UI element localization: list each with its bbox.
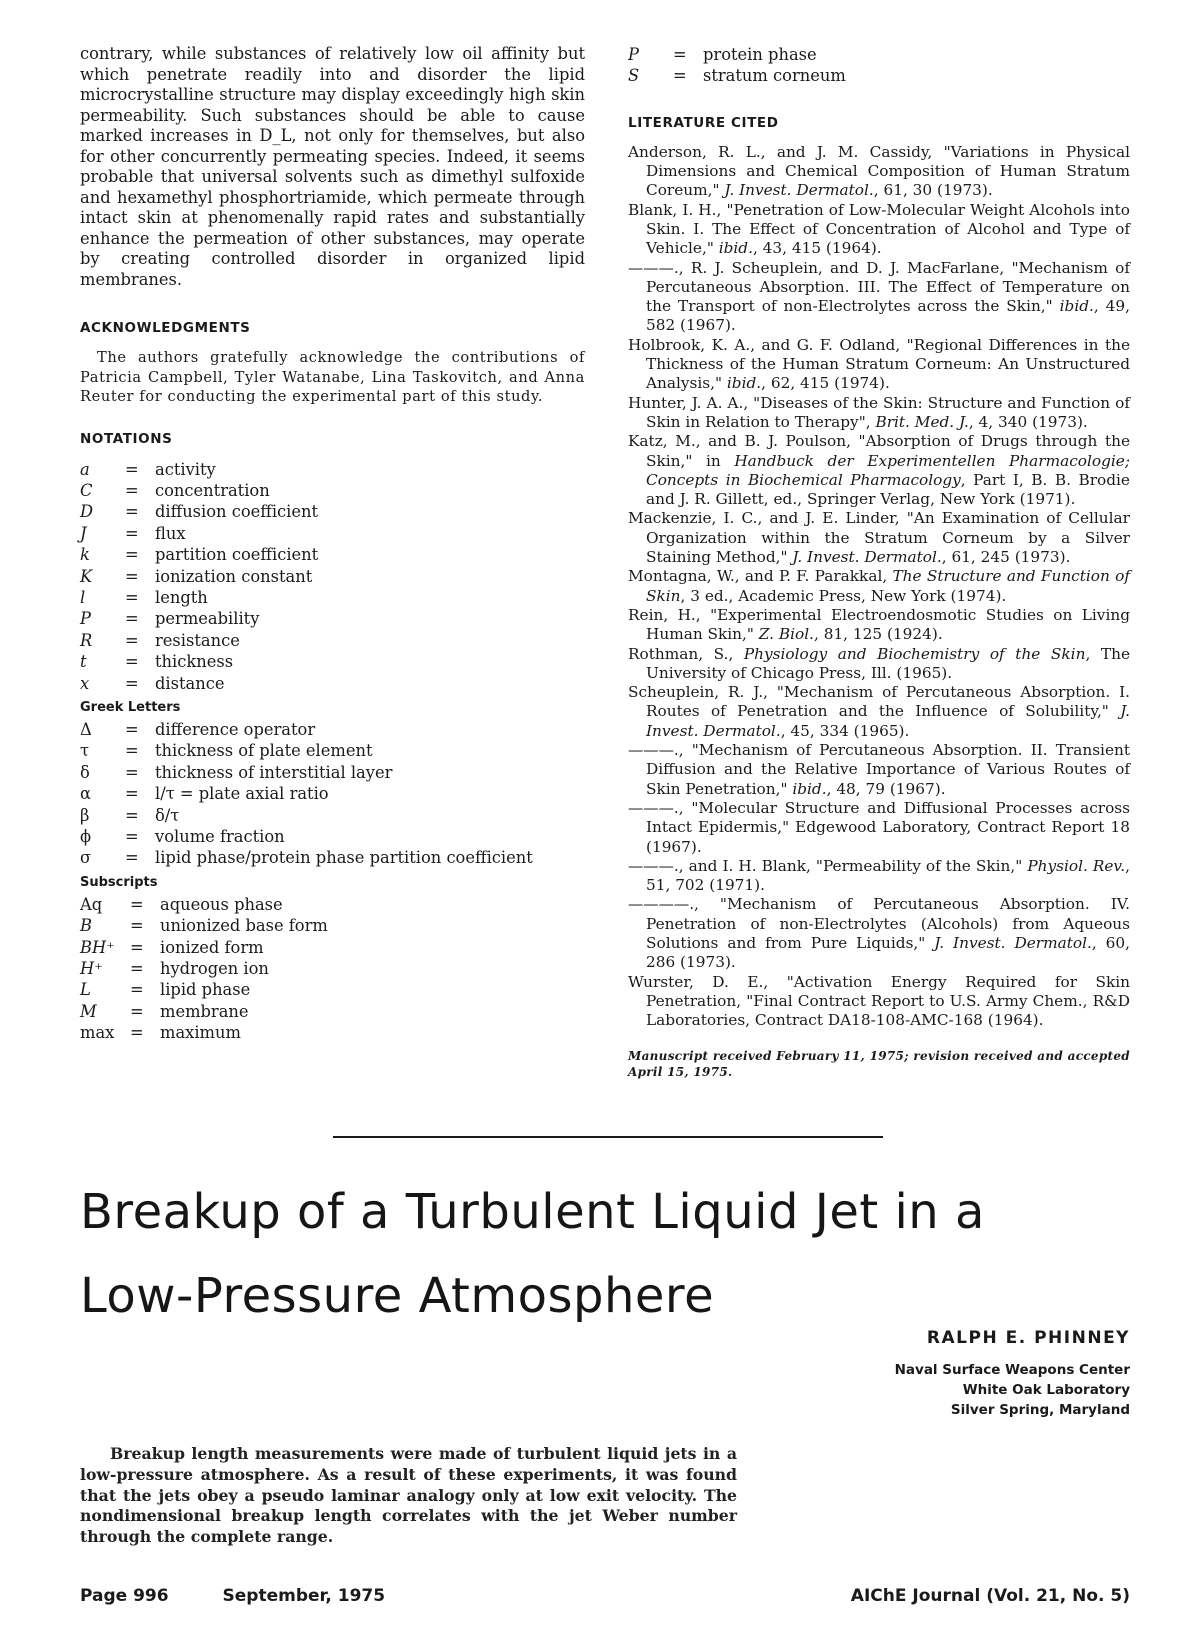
abstract: Breakup length measurements were made of turbulent liquid jets in a low-pressure atmosphere. As a result of these experiments, it was found that the jets obey a pseudo laminar analogy only at low exit velocity. The nondimensional breakup length correlates with the jet Weber number through the complete range. xyxy=(80,1444,737,1547)
reference-ital: ibid. xyxy=(792,779,827,798)
notations-heading: NOTATIONS xyxy=(80,430,173,447)
notation-row xyxy=(80,1001,585,1022)
reference-ital: Z. Biol. xyxy=(758,625,814,644)
reference-entry xyxy=(628,857,1130,896)
notation-meaning: flux xyxy=(155,523,186,543)
affiliation-line-3: Silver Spring, Maryland xyxy=(950,1402,1130,1418)
reference-post: , 48, 79 (1967). xyxy=(826,779,946,798)
notation-symbol: α xyxy=(80,784,91,804)
notation-meaning: partition coefficient xyxy=(155,545,319,565)
notation-row xyxy=(80,979,585,1000)
notation-row xyxy=(80,783,585,804)
notation-meaning: ionization constant xyxy=(155,566,313,586)
page-footer xyxy=(80,1586,1130,1606)
notation-row xyxy=(80,805,585,826)
equals-sign: = xyxy=(125,609,139,629)
equals-sign: = xyxy=(130,1001,144,1021)
reference-ital: ibid. xyxy=(718,239,753,258)
affiliation-line-1: Naval Surface Weapons Center xyxy=(894,1362,1130,1378)
subscripts-list xyxy=(80,894,585,1044)
notation-row xyxy=(80,587,585,608)
notation-symbol: k xyxy=(80,545,90,565)
notation-symbol: Δ xyxy=(80,719,92,739)
notation-symbol: x xyxy=(80,673,90,693)
notation-symbol: δ xyxy=(80,762,90,782)
intro-paragraph: contrary, while substances of relatively low oil affinity but which penetrate readily into and disorder the lipid microcrystalline structure may display exceedingly high skin permeability. Such substances should be able to cause marked increases in D_L, not only for themselves, but also for other concurrently permeating species. Indeed, it seems probable that universal solvents such as dimethyl sulfoxide and hexamethyl phosphortriamide, which permeate through intact skin at phenomenally rapid rates and substantially enhance the permeation of other substances, may operate by creating controlled disorder in organized lipid membranes. xyxy=(80,44,585,289)
reference-post: , 81, 125 (1924). xyxy=(813,625,943,644)
notation-symbol: ϕ xyxy=(80,827,92,846)
reference-entry xyxy=(628,895,1130,972)
reference-entry xyxy=(628,567,1130,606)
reference-pre: ———., R. J. Scheuplein, and D. J. MacFarlane, "Mechanism of Percutaneous Absorption. III. The Effect of Temperature on the Transport of non-Electrolytes across the Skin," xyxy=(628,258,1130,316)
author-name: RALPH E. PHINNEY xyxy=(926,1328,1130,1348)
article-title-line-2: Low-Pressure Atmosphere xyxy=(80,1268,715,1324)
notation-row xyxy=(80,958,585,979)
equals-sign: = xyxy=(125,459,139,479)
notation-row xyxy=(80,915,585,936)
reference-entry xyxy=(628,432,1130,509)
reference-post: , 61, 30 (1973). xyxy=(873,181,993,200)
notation-meaning: activity xyxy=(155,459,216,479)
equals-sign: = xyxy=(125,523,139,543)
notation-symbol: P xyxy=(628,45,639,64)
reference-pre: Montagna, W., and P. F. Parakkal, xyxy=(628,567,893,586)
reference-pre: ———., "Molecular Structure and Diffusional Processes across Intact Epidermis," Edgewood Laboratory, Contract Report 18 (1967). xyxy=(628,798,1130,856)
notation-row xyxy=(80,847,585,868)
reference-pre: Scheuplein, R. J., "Mechanism of Percutaneous Absorption. I. Routes of Penetration and the Influence of Solubility," xyxy=(628,683,1130,721)
notation-meaning: unionized base form xyxy=(160,916,328,936)
notation-symbol: l xyxy=(80,587,86,607)
notation-symbol: L xyxy=(80,980,91,1000)
reference-entry xyxy=(628,683,1130,741)
notation-symbol: M xyxy=(80,1001,97,1021)
equals-sign: = xyxy=(125,827,139,846)
notation-row xyxy=(80,459,585,480)
subscripts-heading: Subscripts xyxy=(80,874,158,890)
notation-row xyxy=(80,566,585,587)
equals-sign: = xyxy=(130,980,144,1000)
left-column xyxy=(80,44,585,1044)
reference-ital: Physiol. Rev. xyxy=(1027,856,1126,875)
notation-meaning: lipid phase/protein phase partition coefficient xyxy=(155,848,533,868)
reference-post: , 49, 582 (1967). xyxy=(646,297,1130,335)
greek-letters-heading: Greek Letters xyxy=(80,699,181,715)
notation-symbol: t xyxy=(80,652,87,672)
reference-entry xyxy=(628,201,1130,259)
notation-row xyxy=(80,1022,585,1043)
notation-row xyxy=(80,651,585,672)
reference-pre: Hunter, J. A. A., "Diseases of the Skin: Structure and Function of Skin in Relation to Therapy", xyxy=(628,393,1130,431)
notation-row xyxy=(80,480,585,501)
reference-entry xyxy=(628,645,1130,684)
notation-row xyxy=(80,719,585,740)
reference-entry xyxy=(628,259,1130,336)
notation-meaning: permeability xyxy=(155,609,260,629)
issue-date: September, 1975 xyxy=(222,1586,386,1606)
reference-post: , 3 ed., Academic Press, New York (1974). xyxy=(680,586,1007,605)
notation-meaning: distance xyxy=(155,673,225,693)
reference-pre: Wurster, D. E., "Activation Energy Required for Skin Penetration, "Final Contract Report to U.S. Army Chem., R&D Laboratories, Contract DA18-108-AMC-168 (1964). xyxy=(628,972,1130,1030)
equals-sign: = xyxy=(130,959,144,979)
reference-entry xyxy=(628,606,1130,645)
notation-meaning: membrane xyxy=(160,1001,249,1021)
notation-row xyxy=(80,673,585,694)
notation-meaning: resistance xyxy=(155,630,240,650)
notation-row xyxy=(80,523,585,544)
equals-sign: = xyxy=(125,673,139,693)
notation-symbol: β xyxy=(80,805,90,825)
reference-pre: Blank, I. H., "Penetration of Low-Molecular Weight Alcohols into Skin. I. The Effect of Concentration of Alcohol and Type of Vehicle," xyxy=(628,200,1130,258)
notation-symbol: BH⁺ xyxy=(80,937,115,957)
reference-pre: Holbrook, K. A., and G. F. Odland, "Regional Differences in the Thickness of the Human Stratum Corneum: An Unstructured Analysis," xyxy=(628,335,1130,393)
notation-symbol: τ xyxy=(80,741,90,761)
notation-symbol: C xyxy=(80,480,93,500)
reference-ital: J. Invest. Dermatol. xyxy=(934,933,1092,952)
reference-post: , 60, 286 (1973). xyxy=(646,933,1130,972)
reference-entry xyxy=(628,336,1130,394)
equals-sign: = xyxy=(125,805,139,825)
equals-sign: = xyxy=(130,916,144,936)
reference-post: , 62, 415 (1974). xyxy=(761,374,890,393)
notation-symbol: J xyxy=(80,523,87,543)
reference-ital: Handbuck der Experimentellen Pharmacologie; Concepts in Biochemical Pharmacology xyxy=(646,451,1130,489)
literature-cited-heading: LITERATURE CITED xyxy=(628,114,779,131)
article-title-line-1: Breakup of a Turbulent Liquid Jet in a xyxy=(80,1184,985,1240)
notation-row xyxy=(628,44,1130,65)
manuscript-received-note: Manuscript received February 11, 1975; revision received and accepted April 15, 1975. xyxy=(628,1049,1130,1080)
reference-pre: Anderson, R. L., and J. M. Cassidy, "Variations in Physical Dimensions and Chemical Composition of Human Stratum Coreum," xyxy=(628,142,1130,200)
notation-meaning: stratum corneum xyxy=(703,66,846,86)
notation-row xyxy=(80,740,585,761)
affiliation-line-2: White Oak Laboratory xyxy=(962,1382,1130,1398)
notation-meaning: ionized form xyxy=(160,937,264,957)
notation-row xyxy=(80,937,585,958)
journal-name: AIChE Journal (Vol. 21, No. 5) xyxy=(850,1586,1130,1606)
notation-row xyxy=(80,894,585,915)
reference-pre: Katz, M., and B. J. Poulson, "Absorption of Drugs through the Skin," in xyxy=(628,432,1130,470)
notation-meaning: δ/τ xyxy=(155,805,180,825)
reference-post: , 45, 334 (1965). xyxy=(780,721,910,740)
reference-post: , 4, 340 (1973). xyxy=(968,412,1088,431)
notation-meaning: hydrogen ion xyxy=(160,959,269,979)
notation-meaning: protein phase xyxy=(703,45,817,64)
equals-sign: = xyxy=(130,937,144,957)
reference-post: , The University of Chicago Press, Ill. (1965). xyxy=(646,644,1130,682)
reference-pre: ————., "Mechanism of Percutaneous Absorption. IV. Penetration of non-Electrolytes (Alcohols) from Aqueous Solutions and from Pure Liquids," xyxy=(628,895,1130,952)
notation-symbol: S xyxy=(628,66,640,86)
notation-symbol: max xyxy=(80,1023,115,1043)
reference-pre: Rothman, S., xyxy=(628,644,744,663)
page-number: Page 996 xyxy=(80,1586,169,1606)
reference-entry xyxy=(628,799,1130,857)
author-block xyxy=(895,1328,1130,1420)
equals-sign: = xyxy=(125,480,139,500)
notation-meaning: length xyxy=(155,587,208,607)
equals-sign: = xyxy=(673,66,687,86)
equals-sign: = xyxy=(130,894,144,914)
equals-sign: = xyxy=(125,741,139,761)
reference-entry xyxy=(628,143,1130,201)
notation-row xyxy=(628,65,1130,86)
reference-pre: Mackenzie, I. C., and J. E. Linder, "An Examination of Cellular Organization within the Stratum Corneum by a Silver Staining Method," xyxy=(628,509,1130,567)
equals-sign: = xyxy=(673,45,687,64)
reference-post: , 51, 702 (1971). xyxy=(646,856,1130,895)
reference-ital: J. Invest. Dermatol. xyxy=(646,702,1130,740)
notation-meaning: volume fraction xyxy=(155,827,285,846)
notation-symbol: a xyxy=(80,459,90,479)
notation-meaning: thickness xyxy=(155,652,234,672)
notations-list xyxy=(80,459,585,694)
reference-pre: ———., and I. H. Blank, "Permeability of the Skin," xyxy=(628,856,1028,875)
equals-sign: = xyxy=(130,1023,144,1043)
equals-sign: = xyxy=(125,566,139,586)
reference-entry xyxy=(628,394,1130,433)
equals-sign: = xyxy=(125,502,139,522)
reference-ital: Brit. Med. J. xyxy=(875,412,969,431)
equals-sign: = xyxy=(125,762,139,782)
notation-symbol: B xyxy=(80,916,92,936)
reference-entry xyxy=(628,509,1130,567)
equals-sign: = xyxy=(125,545,139,565)
reference-ital: Physiology and Biochemistry of the Skin xyxy=(743,644,1086,663)
reference-post: , Part I, B. B. Brodie and J. R. Gillett, ed., Springer Verlag, New York (1971). xyxy=(646,470,1130,509)
notation-meaning: thickness of plate element xyxy=(155,741,373,761)
equals-sign: = xyxy=(125,719,139,739)
notation-meaning: maximum xyxy=(160,1023,241,1043)
references-list xyxy=(628,143,1130,1031)
notation-symbol: Aq xyxy=(80,894,103,914)
acknowledgments-heading: ACKNOWLEDGMENTS xyxy=(80,320,251,336)
notation-meaning: diffusion coefficient xyxy=(155,502,319,522)
reference-entry xyxy=(628,741,1130,799)
notation-symbol: D xyxy=(80,502,94,522)
notation-meaning: l/τ = plate axial ratio xyxy=(155,784,329,804)
notation-meaning: lipid phase xyxy=(160,980,251,1000)
article-title xyxy=(80,1170,1140,1338)
notation-symbol: K xyxy=(80,566,93,586)
notation-symbol: σ xyxy=(80,848,92,868)
equals-sign: = xyxy=(125,784,139,804)
reference-pre: ———., "Mechanism of Percutaneous Absorption. II. Transient Diffusion and the Relative Importance of Various Routes of Skin Penetration," xyxy=(628,741,1130,798)
notation-meaning: thickness of interstitial layer xyxy=(155,762,393,782)
section-divider xyxy=(333,1136,883,1138)
equals-sign: = xyxy=(125,652,139,672)
notation-meaning: difference operator xyxy=(155,719,316,739)
equals-sign: = xyxy=(125,630,139,650)
notation-row xyxy=(80,544,585,565)
reference-post: , 43, 415 (1964). xyxy=(752,239,882,258)
notation-meaning: aqueous phase xyxy=(160,894,283,914)
reference-ital: ibid. xyxy=(726,374,762,393)
notation-row xyxy=(80,826,585,847)
equals-sign: = xyxy=(125,587,139,607)
reference-ital: J. Invest. Dermatol. xyxy=(724,181,874,200)
reference-entry xyxy=(628,973,1130,1031)
reference-pre: Rein, H., "Experimental Electroendosmotic Studies on Living Human Skin," xyxy=(628,605,1130,644)
notation-row xyxy=(80,608,585,629)
notation-row xyxy=(80,630,585,651)
subscripts-continued xyxy=(628,44,1130,87)
acknowledgments-text: The authors gratefully acknowledge the contributions of Patricia Campbell, Tyler Watanabe, Lina Taskovitch, and Anna Reuter for conducting the experimental part of this study. xyxy=(80,349,585,405)
right-column xyxy=(628,44,1130,1080)
reference-ital: ibid. xyxy=(1059,297,1094,316)
equals-sign: = xyxy=(125,848,139,868)
greek-letters-list xyxy=(80,719,585,869)
notation-symbol: R xyxy=(80,630,93,650)
reference-post: , 61, 245 (1973). xyxy=(941,548,1071,567)
notation-row xyxy=(80,501,585,522)
reference-ital: The Structure and Function of Skin xyxy=(646,567,1130,605)
notation-row xyxy=(80,762,585,783)
notation-symbol: P xyxy=(80,609,91,629)
notation-symbol: H⁺ xyxy=(80,959,103,979)
reference-ital: J. Invest. Dermatol. xyxy=(792,548,942,567)
notation-meaning: concentration xyxy=(155,480,270,500)
